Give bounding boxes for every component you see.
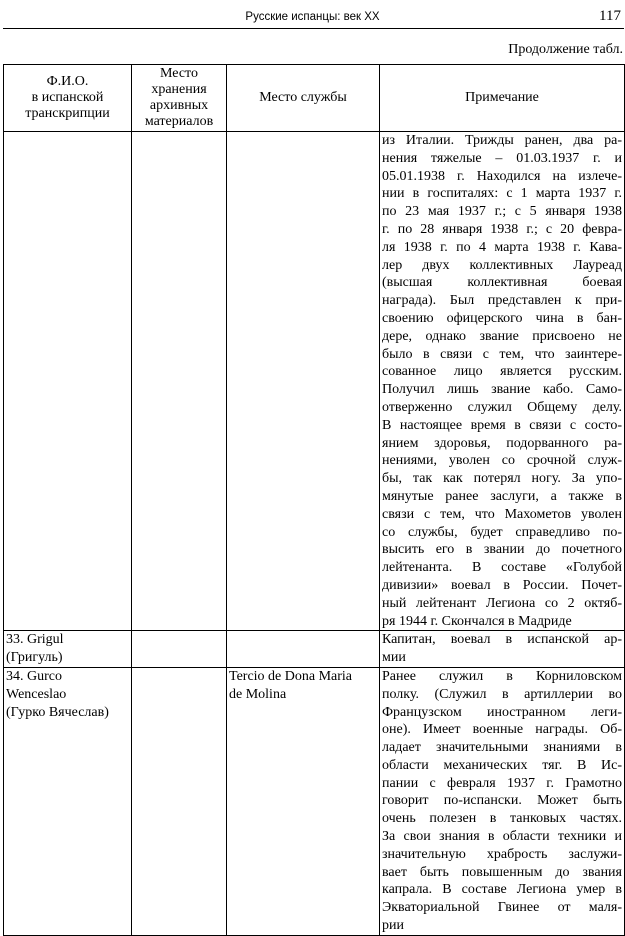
note-line: Капитан, воевал в испанской ар- [382, 632, 622, 648]
note-line: капрала. В составе Легиона умер в [382, 882, 622, 898]
cell-service [227, 667, 380, 935]
note-line: ля 1938 г. по 4 марта 1938 г. Кава- [382, 239, 622, 255]
note-line: дивизии» воевал в России. Почет- [382, 577, 622, 593]
note-line: вает быть повышенным до звания [382, 864, 622, 880]
note-line: пании с февраля 1937 г. Грамотно [382, 775, 622, 791]
page-number: 117 [599, 8, 621, 24]
note-line: За свои знания в области техники и [382, 829, 622, 845]
header-service [227, 65, 380, 132]
note-line: полку. (Служил в артиллерии во [382, 686, 622, 702]
note-line: Получил лишь звание кабо. Само- [382, 382, 622, 398]
note-line: г. по 28 января 1938 г.; с 20 февра- [382, 221, 622, 237]
header-line: Ф.И.О. [46, 74, 89, 89]
header-archive [132, 65, 227, 132]
cell-name [4, 132, 132, 631]
note-line: говорит по-испански. Может быть [382, 793, 622, 809]
note-line: ный лейтенант Легиона со 2 октяб- [382, 595, 622, 611]
table-row [4, 631, 625, 668]
name-line: 34. Gurco [6, 668, 62, 684]
header-line: хранения [151, 82, 207, 97]
note-line: Экваториальной Гвинее от маля- [382, 900, 622, 916]
note-line: В настоящее время в связи с состо- [382, 417, 622, 433]
header-name [4, 65, 132, 132]
header-line: материалов [144, 114, 214, 129]
note-line: значительную храбрость заслужи- [382, 846, 622, 862]
note-line: нии в госпиталях: с 1 марта 1937 г. [382, 186, 622, 202]
cell-name [4, 667, 132, 935]
header-line: архивных [149, 98, 209, 113]
note-line: области механических тяг. В Ис- [382, 757, 622, 773]
table-row [4, 667, 625, 935]
table-header-row [4, 65, 625, 132]
note-line: дере, однако звание присвоено не [382, 328, 622, 344]
note-line: нениями, уволен со срочной служ- [382, 453, 622, 469]
name-line: Wenceslao [6, 686, 67, 702]
note-line: сованное лицо является русским. [382, 364, 622, 380]
note-line: 05.01.1938 г. Находился на излече- [382, 168, 622, 184]
name-line: (Григуль) [6, 650, 63, 666]
name-line: (Гурко Вячеслав) [6, 704, 109, 720]
note-line: бы, так как потерял ногу. За упо- [382, 471, 622, 487]
cell-note [380, 667, 625, 935]
note-line: из Италии. Трижды ранен, два ра- [382, 133, 622, 148]
note-line: мянутые ранее заслуги, а также в [382, 488, 622, 504]
header-note [380, 65, 625, 132]
note-line: рии [382, 918, 404, 934]
note-line: Французском иностранном леги- [382, 704, 622, 720]
note-line: по 23 мая 1937 г.; с 5 января 1938 [382, 204, 622, 220]
note-line: со службы, будет справедливо по- [382, 524, 622, 540]
note-line: Ранее служил в Корниловском [382, 668, 622, 684]
cell-archive [132, 132, 227, 631]
header-line: Примечание [465, 90, 539, 105]
header-line: Место [160, 66, 198, 81]
cell-note [380, 132, 625, 631]
service-line: Tercio de Dona Maria [229, 668, 353, 684]
cell-service [227, 631, 380, 668]
note-line: отверженно служил Общему делу. [382, 399, 622, 415]
note-line: было в связи с тем, что заинтере- [382, 346, 622, 362]
running-head: Русские испанцы: век XX [245, 11, 380, 23]
note-line: высить его в звании до почетного [382, 542, 622, 558]
name-line: 33. Grigul [6, 632, 64, 648]
note-line: лер двух коллективных Лауреад [382, 257, 622, 273]
header-line: в испанской [31, 90, 104, 105]
header-rule [3, 28, 624, 29]
cell-name [4, 631, 132, 668]
header-line: транскрипции [25, 106, 110, 121]
note-line: лейтенанта. В составе «Голубой [382, 560, 622, 576]
note-line: своению офицерского чина в бан- [382, 310, 622, 326]
cell-archive [132, 631, 227, 668]
table-continuation-label: Продолжение табл. [508, 42, 623, 57]
note-line: награда). Был представлен к при- [382, 293, 622, 309]
cell-note [380, 631, 625, 668]
note-line: оне). Имеет военные награды. Об- [382, 722, 622, 738]
note-line: ря 1944 г. Скончался в Мадриде [382, 613, 572, 629]
service-line: de Molina [229, 686, 287, 702]
note-line: очень полезен в танковых частях. [382, 811, 622, 827]
personnel-table [3, 64, 625, 936]
note-line: связи с тем, что Махометов уволен [382, 506, 622, 522]
note-line: (высшая коллективная боевая [382, 275, 622, 291]
note-line: мии [382, 650, 406, 666]
cell-service [227, 132, 380, 631]
header-line: Место службы [259, 90, 347, 105]
table-row [4, 132, 625, 631]
note-line: янием здоровья, подорванного ра- [382, 435, 622, 451]
note-line: нения тяжелые – 01.03.1937 г. и [382, 150, 622, 166]
note-line: ладает значительными знаниями в [382, 740, 622, 756]
cell-archive [132, 667, 227, 935]
